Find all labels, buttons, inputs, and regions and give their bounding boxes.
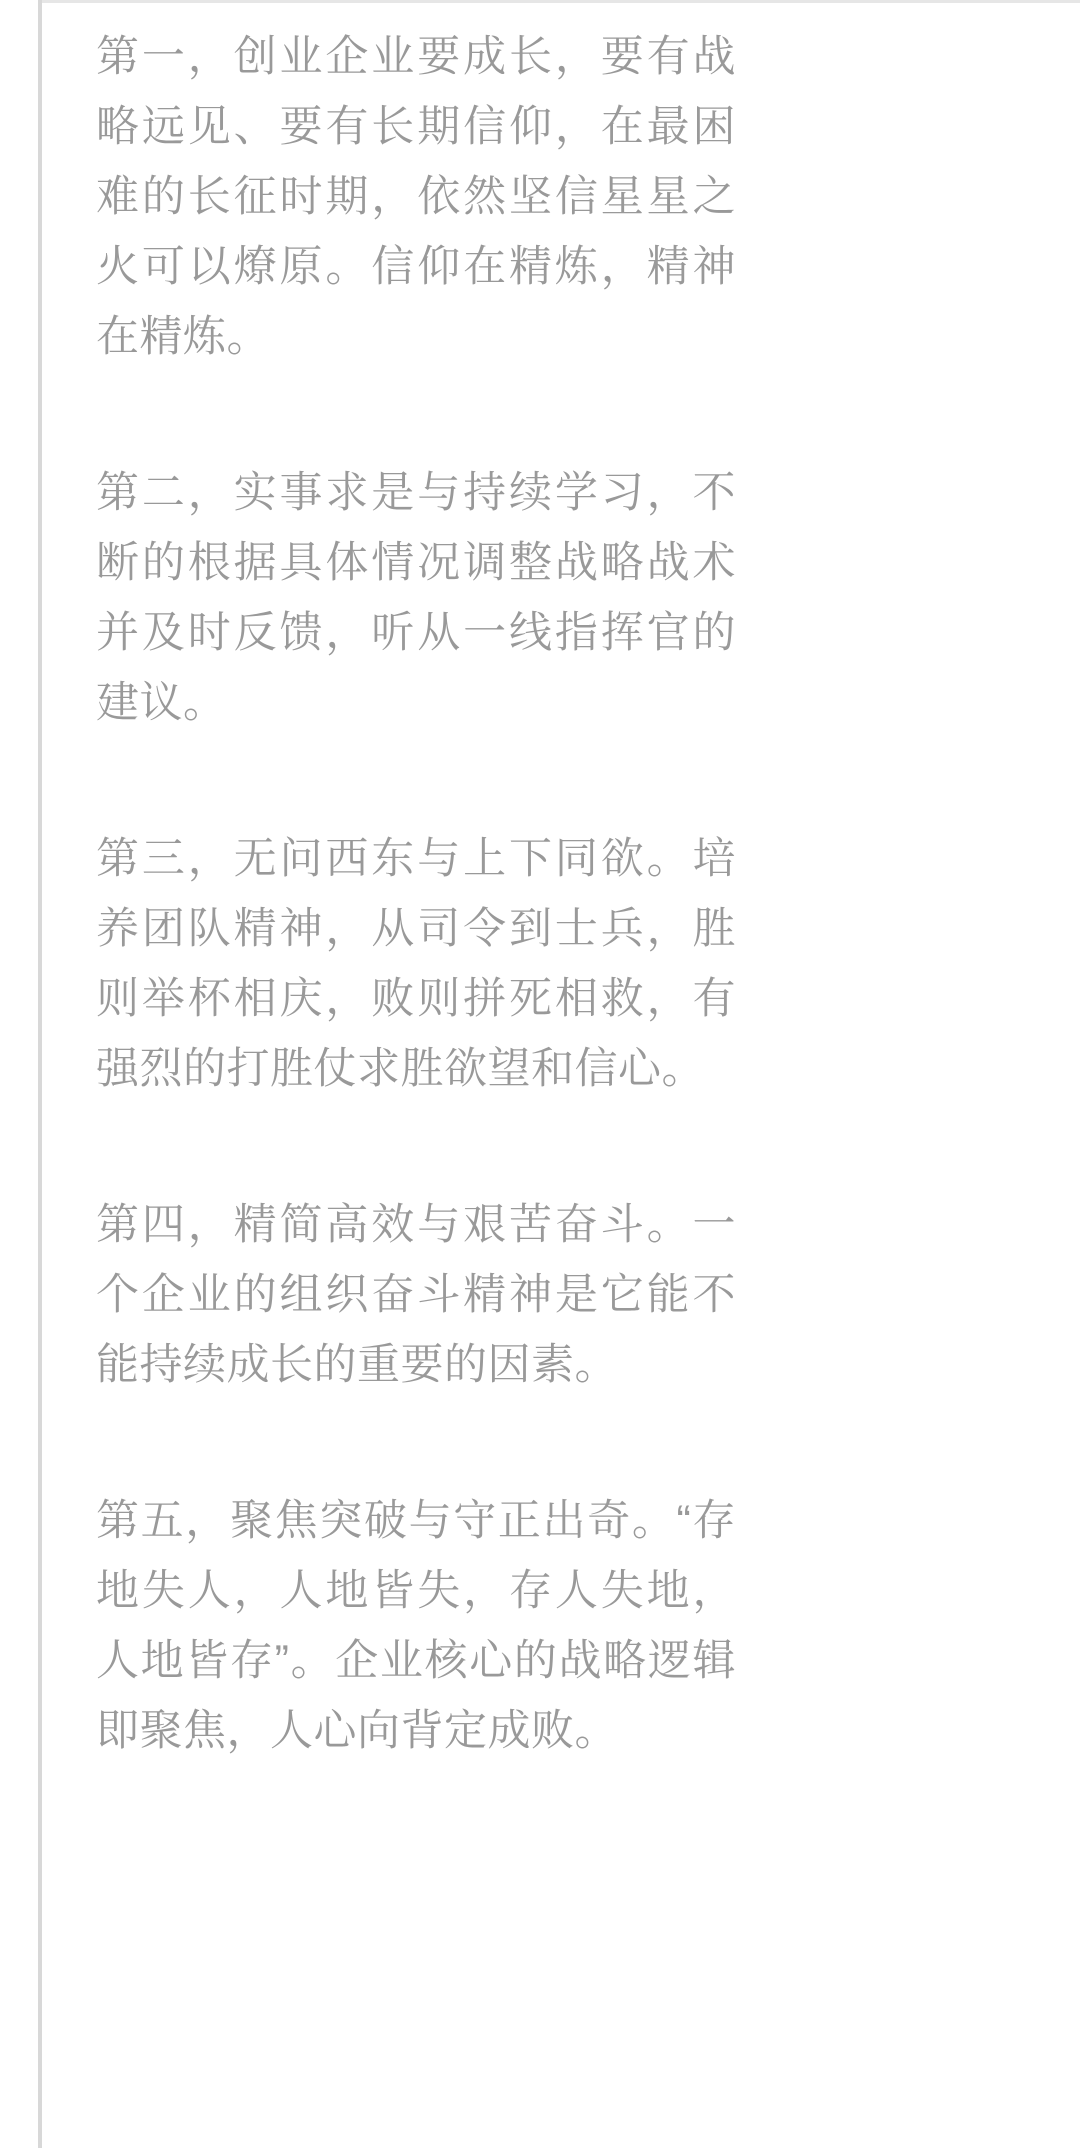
paragraph-4: 第四，精简高效与艰苦奋斗。一个企业的组织奋斗精神是它能不能持续成长的重要的因素。	[96, 1201, 736, 1389]
paragraph-2: 第二，实事求是与持续学习，不断的根据具体情况调整战略战术并及时反馈，听从一线指挥官的建议。	[96, 469, 736, 727]
paragraph-5: 第五，聚焦突破与守正出奇。“存地失人，人地皆失，存人失地，人地皆存”。企业核心的战略逻辑即聚焦，人心向背定成败。	[96, 1497, 736, 1755]
paragraph-1: 第一，创业企业要成长，要有战略远见、要有长期信仰，在最困难的长征时期，依然坚信星星之火可以燎原。信仰在精炼，精神在精炼。	[96, 33, 736, 361]
left-margin-rule	[38, 0, 42, 2148]
article-body	[96, 22, 736, 1766]
top-divider	[38, 0, 1080, 3]
paragraph-3: 第三，无问西东与上下同欲。培养团队精神，从司令到士兵，胜则举杯相庆，败则拼死相救，有强烈的打胜仗求胜欲望和信心。	[96, 835, 736, 1093]
